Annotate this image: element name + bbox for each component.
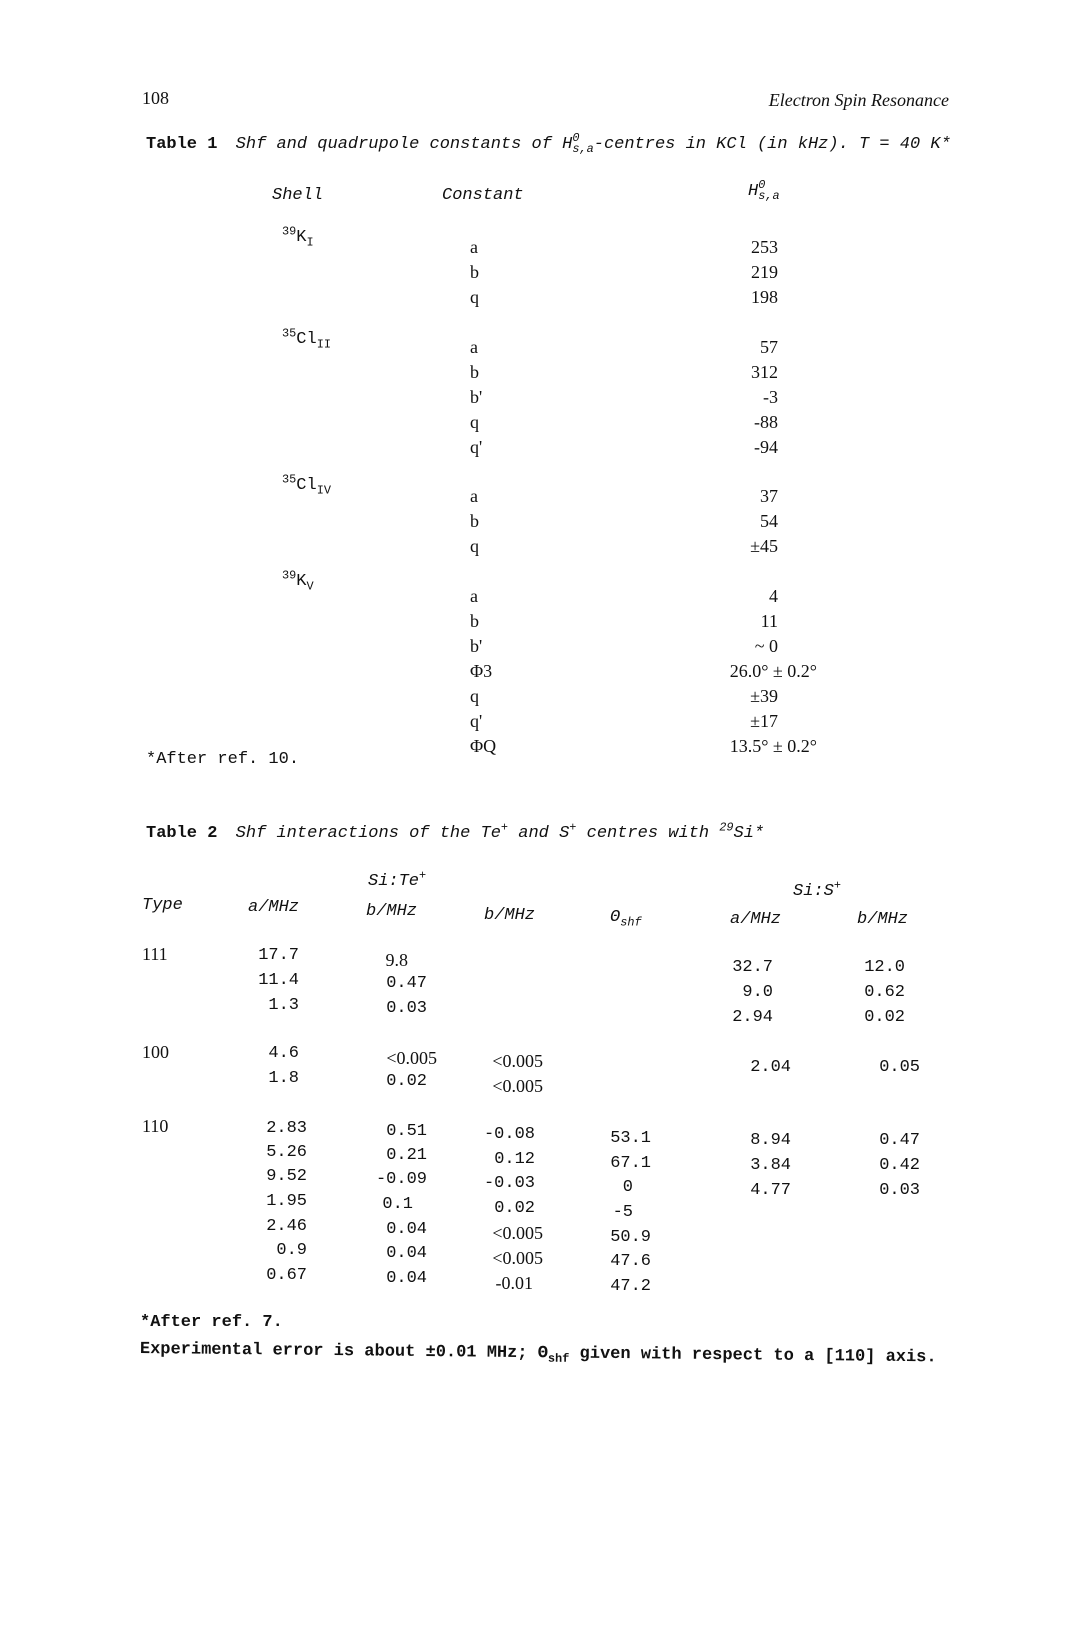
table2-cell: 0.05 [879,1058,920,1077]
table2-cell: 1.3 [268,996,299,1015]
table1-value: 219 [751,262,778,282]
table2-group-s: Si:S+ [793,878,841,901]
table2-cell: 4.6 [268,1044,299,1063]
table2-cell: 9.52 [266,1167,307,1186]
table2-cell: 47.2 [610,1277,651,1296]
table2-cell: 50.9 [610,1228,651,1247]
table1-value: 11 [760,611,778,631]
table1-constant: a [470,237,478,257]
table2-header-b: b/MHz [366,902,418,921]
table2-cell: 0.02 [864,1008,905,1027]
table1-constant: q' [470,711,483,731]
table1-label: Table 1 [146,135,218,155]
table2-cell: 0.03 [386,999,427,1018]
table1-value: -94 [754,437,778,457]
table2-cell: 67.1 [610,1154,651,1173]
table2-cell: 9.8 [385,950,408,970]
table1-value: -3 [763,387,778,407]
table1-value: 253 [751,237,778,257]
table2-cell: 47.6 [610,1252,651,1271]
table2-cell: 32.7 [732,958,773,977]
table1-constant: q' [470,437,483,457]
table2-caption [146,822,764,843]
table1-value: ~ 0 [754,636,778,656]
table1-constant: Φ3 [470,661,493,681]
running-title: Electron Spin Resonance [768,90,949,110]
table1-constant: a [470,337,478,357]
table1-constant: b' [470,636,483,656]
table1-shell-k1: $^{39}K_I$ [282,224,314,250]
table1-header-shell: Shell [272,186,324,205]
table2-header-sb: b/MHz [857,910,909,929]
table2-cell: 9.0 [742,983,773,1002]
table1-value: 37 [760,486,778,506]
table2-type: 100 [142,1042,169,1062]
table1-value: 13.5° ± 0.2° [729,736,817,756]
table2-cell: 0.04 [386,1269,427,1288]
table1-constant: q [470,287,479,307]
table2-type: 110 [142,1116,169,1136]
table1-value: 57 [760,337,778,357]
table2-cell: 0.04 [386,1220,427,1239]
table1-shell-cl4: $^{35}Cl_{IV}$ [282,472,331,498]
table1-constant: q [470,412,479,432]
table1-constant: b' [470,387,483,407]
table2-header-theta: $\Theta_{shf}$ [610,908,642,930]
table2-cell: 0.1 [382,1195,413,1214]
table2-cell: 0.9 [276,1241,307,1260]
table1-constant: b [470,362,479,382]
table2-cell: <0.005 [492,1051,543,1071]
table2-cell: 0.47 [386,974,427,993]
table1-header-value: H 0 s,a [748,178,780,203]
table2-cell: 0.62 [864,983,905,1002]
table2-cell: <0.005 [492,1076,543,1096]
table2-cell: 8.94 [750,1131,791,1150]
table1-constant: q [470,536,479,556]
table1-value: 4 [769,586,778,606]
table2-cell: -0.01 [495,1273,533,1293]
table2-cell: 3.84 [750,1156,791,1175]
table2-header-sa: a/MHz [730,910,782,929]
table2-cell: 2.04 [750,1058,791,1077]
table2-cell: 17.7 [258,946,299,965]
table2-cell: <0.005 [492,1223,543,1243]
table1-shell-k5: $^{39}K_V$ [282,568,314,594]
page-number: 108 [142,88,169,108]
table1-value: ±45 [750,536,778,556]
table1-caption-text: Shf and quadrupole constants of H 0 s,a -centres in KCl (in kHz). T = 40 K* [235,131,951,156]
table2-cell: -5 [612,1203,633,1222]
table2-cell: 0 [622,1178,633,1197]
table2-cell: <0.005 [386,1048,437,1068]
table2-cell: 0.42 [879,1156,920,1175]
table2-cell: 0.21 [386,1146,427,1165]
table2-header-type: Type [142,896,183,915]
table1-constant: a [470,586,478,606]
table2-cell: 2.46 [266,1217,307,1236]
table2-caption-text: Shf interactions of the Te+ and S+ centres with $^{29}$Si* [235,820,765,843]
table2-cell: 0.12 [494,1150,535,1169]
table2-footnote-error: Experimental error is about ±0.01 MHz; $\Theta_{shf}$ given with respect to a [110] axis. [139,1340,937,1368]
table2-cell: 2.83 [266,1119,307,1138]
table2-cell: 11.4 [258,971,299,990]
table1-constant: ΦQ [470,736,497,756]
table1-constant: a [470,486,478,506]
table2-cell: 12.0 [864,958,905,977]
table2-cell: -0.09 [375,1170,427,1189]
table1-value: 54 [760,511,778,531]
table1-constant: q [470,686,479,706]
table2-type: 111 [142,944,168,964]
table1-value: 26.0° ± 0.2° [729,661,817,681]
table2-cell: 4.77 [750,1181,791,1200]
table1-caption [146,133,951,154]
table2-cell: -0.03 [483,1174,535,1193]
table1-constant: b [470,611,479,631]
table2-cell: 0.51 [386,1122,427,1141]
table2-cell: 5.26 [266,1143,307,1162]
table1-footnote: *After ref. 10. [146,750,300,769]
table2-cell: 0.67 [266,1266,307,1285]
table2-cell: 1.95 [266,1192,307,1211]
table2-label: Table 2 [146,824,218,843]
table1-shell-cl2: $^{35}Cl_{II}$ [282,326,331,352]
table1-value: 198 [751,287,778,307]
table2-cell: <0.005 [492,1248,543,1268]
table1-value: -88 [754,412,778,432]
table2-cell: 0.03 [879,1181,920,1200]
table2-header-b2: b/MHz [484,906,536,925]
table2-cell: 0.04 [386,1244,427,1263]
table1-value: ±17 [750,711,778,731]
table2-cell: 0.02 [386,1072,427,1091]
table2-cell: -0.08 [483,1125,535,1144]
table1-constant: b [470,511,479,531]
table2-cell: 1.8 [268,1069,299,1088]
table1-value: ±39 [750,686,778,706]
table2-cell: 53.1 [610,1129,651,1148]
table1-constant: b [470,262,479,282]
table2-group-te: Si:Te+ [368,868,427,891]
table2-header-a: a/MHz [248,898,300,917]
table2-cell: 2.94 [732,1008,773,1027]
table2-footnote-ref: *After ref. 7. [140,1313,283,1332]
table1-value: 312 [751,362,778,382]
table1-header-constant: Constant [442,186,524,205]
table2-cell: 0.47 [879,1131,920,1150]
table2-cell: 0.02 [494,1199,535,1218]
